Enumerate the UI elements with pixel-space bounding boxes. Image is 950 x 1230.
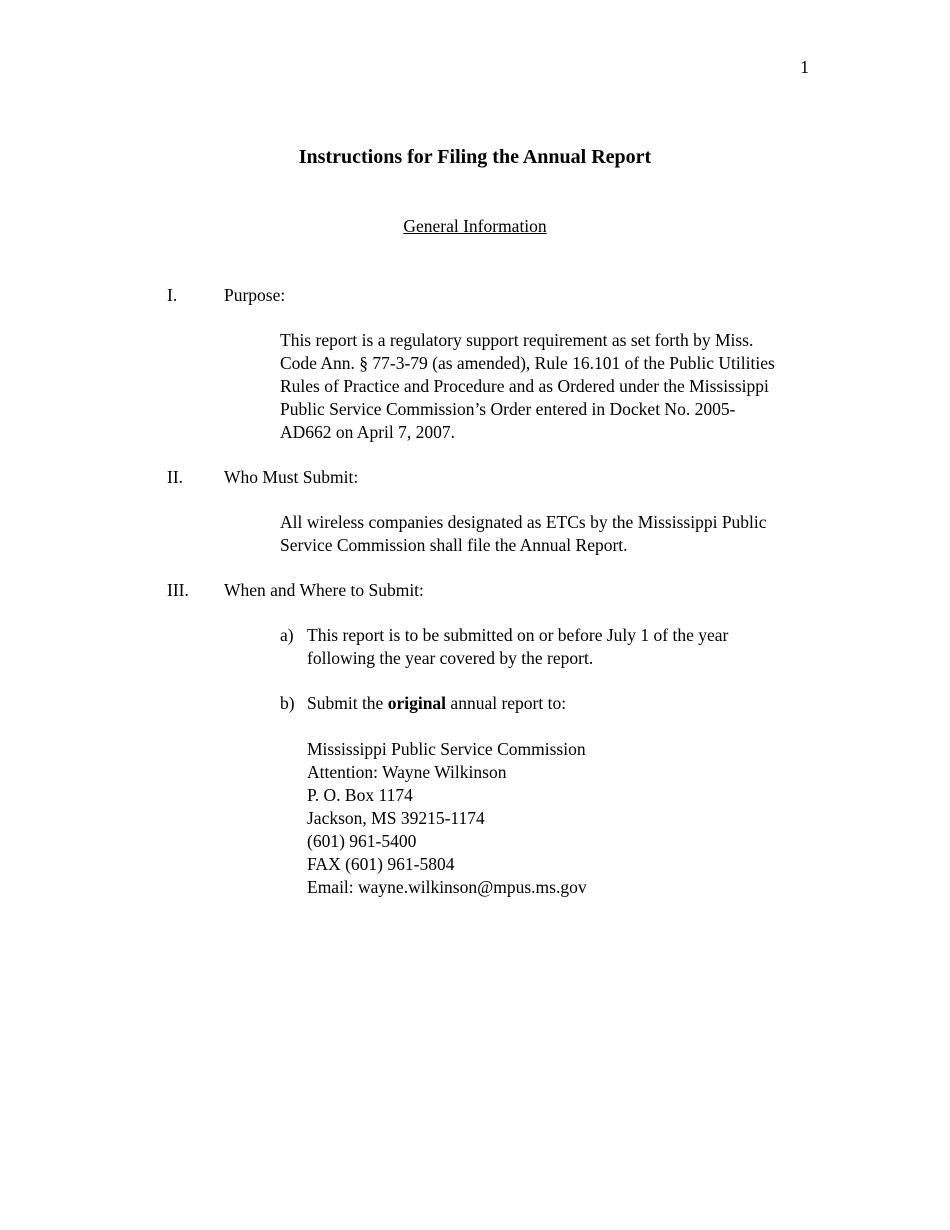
paragraph-line: Service Commission shall file the Annual Report. (280, 535, 628, 555)
paragraph-line: Rules of Practice and Procedure and as Ordered under the Mississippi (280, 376, 769, 396)
email-address: Email: wayne.wilkinson@mpus.ms.gov (307, 877, 587, 897)
address-line: Attention: Wayne Wilkinson (307, 762, 507, 782)
section-heading-who-must-submit: Who Must Submit: (224, 467, 359, 487)
list-item-text (307, 692, 566, 715)
section-heading-purpose: Purpose: (224, 285, 286, 305)
purpose-paragraph (280, 329, 820, 444)
paragraph-line: All wireless companies designated as ETCs by the Mississippi Public (280, 512, 767, 532)
paragraph-line: Code Ann. § 77-3-79 (as amended), Rule 16.101 of the Public Utilities (280, 353, 775, 373)
who-must-submit-paragraph (280, 511, 820, 557)
section-number: III. (167, 580, 189, 600)
document-title: Instructions for Filing the Annual Report (298, 146, 652, 168)
list-item-text (307, 624, 728, 670)
page-number: 1 (800, 57, 809, 77)
paragraph-line: This report is to be submitted on or before July 1 of the year (307, 625, 729, 645)
paragraph-line: following the year covered by the report. (307, 648, 594, 668)
emphasis-original: original (387, 693, 447, 713)
paragraph-line: This report is a regulatory support requirement as set forth by Miss. (280, 330, 754, 350)
address-line: P. O. Box 1174 (307, 785, 413, 805)
list-item-marker: a) (280, 625, 294, 645)
text-run: Submit the (307, 693, 388, 713)
phone-number: (601) 961-5400 (307, 831, 417, 851)
address-line: Mississippi Public Service Commission (307, 739, 586, 759)
paragraph-line: AD662 on April 7, 2007. (280, 422, 455, 442)
section-number: I. (167, 285, 178, 305)
section-number: II. (167, 467, 184, 487)
fax-number: FAX (601) 961-5804 (307, 854, 455, 874)
paragraph-line: Public Service Commission’s Order entered in Docket No. 2005- (280, 399, 736, 419)
address-line: Jackson, MS 39215-1174 (307, 808, 485, 828)
text-run: annual report to: (446, 693, 567, 713)
section-subtitle: General Information (403, 216, 547, 236)
list-item-marker: b) (280, 693, 295, 713)
section-heading-when-where: When and Where to Submit: (224, 580, 424, 600)
mailing-address (307, 738, 587, 899)
